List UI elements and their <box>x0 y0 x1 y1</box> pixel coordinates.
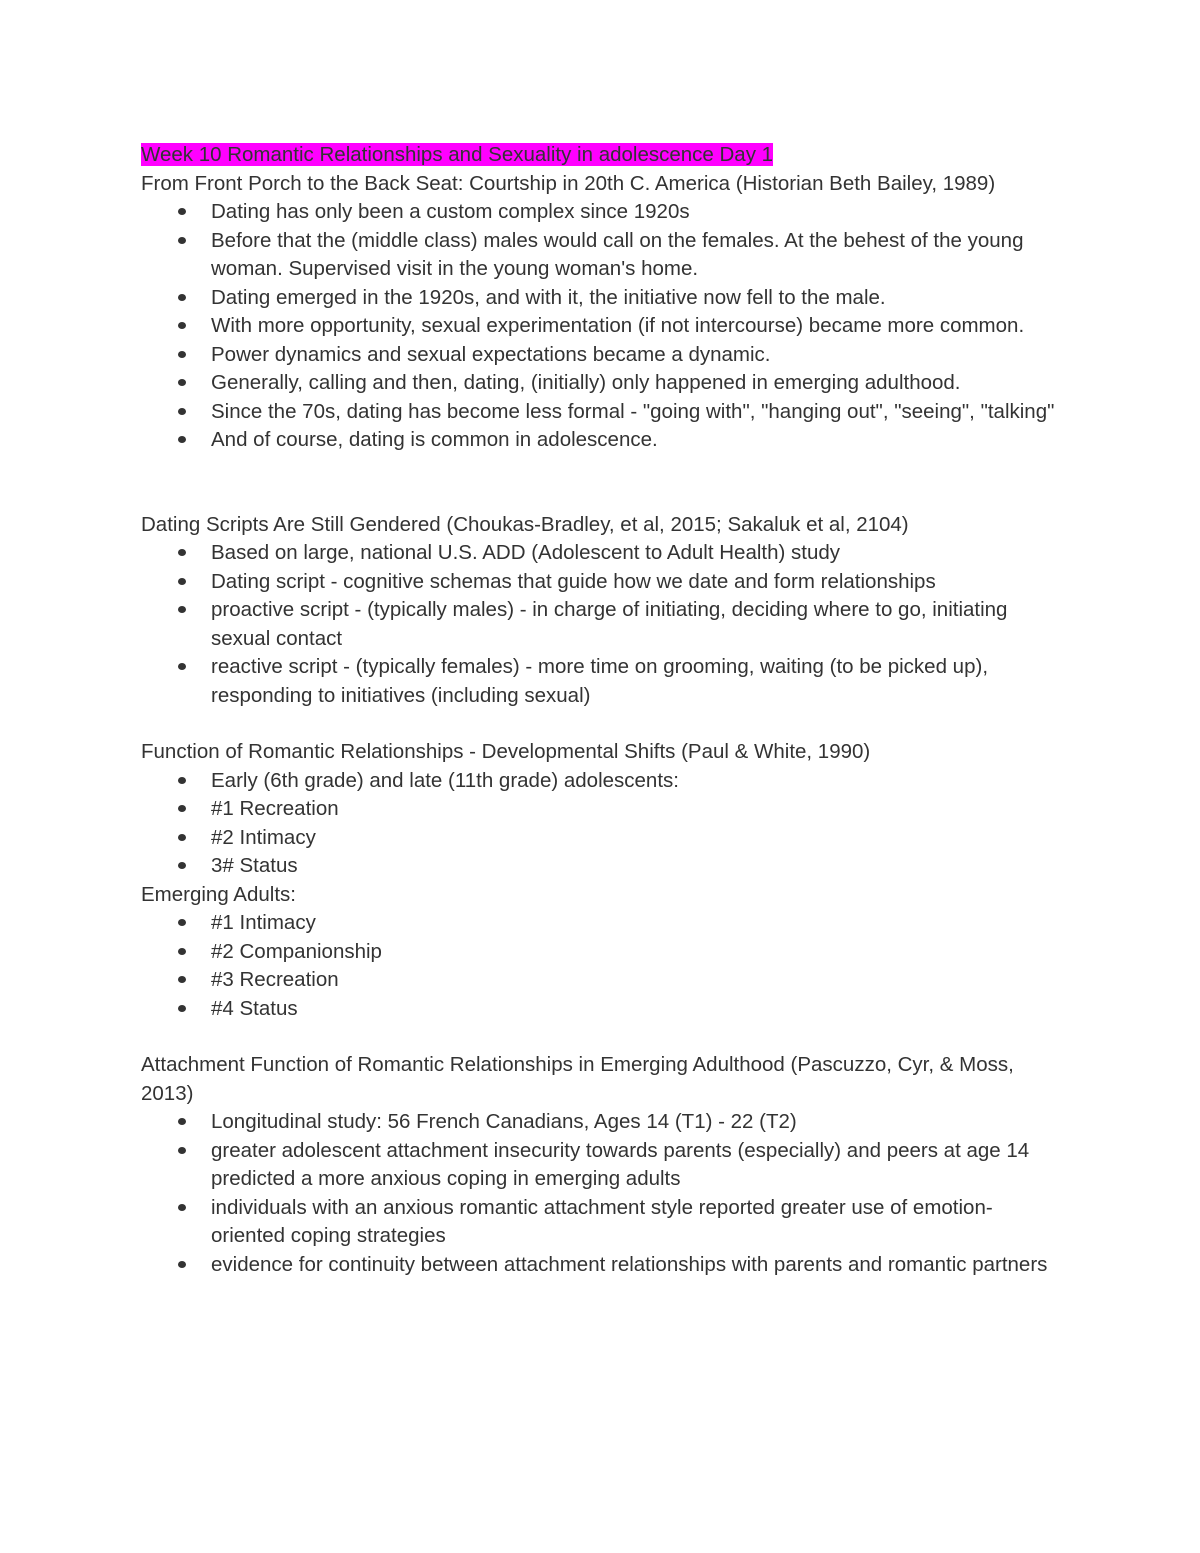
bullet-dot-icon <box>178 322 186 329</box>
bullet-dot-icon <box>178 834 186 841</box>
list-item: Since the 70s, dating has become less formal - "going with", "hanging out", "seeing", "talking" <box>211 398 1061 427</box>
list-item: Dating emerged in the 1920s, and with it, the initiative now fell to the male. <box>211 284 1061 313</box>
page-title-line <box>141 141 1061 170</box>
document-page <box>141 141 1061 1279</box>
bullet-dot-icon <box>178 948 186 955</box>
list-item: Power dynamics and sexual expectations became a dynamic. <box>211 341 1061 370</box>
spacer <box>141 1023 1061 1051</box>
bullet-dot-icon <box>178 351 186 358</box>
spacer <box>141 455 1061 511</box>
bullet-dot-icon <box>178 1147 186 1154</box>
section-heading-courtship: From Front Porch to the Back Seat: Courtship in 20th C. America (Historian Beth Bailey, 1989) <box>141 171 996 195</box>
list-item: evidence for continuity between attachment relationships with parents and romantic partners <box>211 1251 1061 1280</box>
bullet-dot-icon <box>178 436 186 443</box>
bullet-list-courtship <box>141 198 1061 455</box>
bullet-list-adolescents <box>141 767 1061 881</box>
list-item: #4 Status <box>211 995 1061 1024</box>
spacer <box>141 710 1061 738</box>
bullet-dot-icon <box>178 208 186 215</box>
bullet-dot-icon <box>178 1204 186 1211</box>
list-item: Based on large, national U.S. ADD (Adolescent to Adult Health) study <box>211 539 1061 568</box>
bullet-list-dating-scripts <box>141 539 1061 710</box>
bullet-dot-icon <box>178 379 186 386</box>
section-heading-functions: Function of Romantic Relationships - Developmental Shifts (Paul & White, 1990) <box>141 740 871 763</box>
list-item: #2 Companionship <box>211 938 1061 967</box>
list-item: 3# Status <box>211 852 1061 881</box>
list-item: Dating script - cognitive schemas that guide how we date and form relationships <box>211 568 1061 597</box>
bullet-list-emerging-adults <box>141 909 1061 1023</box>
list-item: reactive script - (typically females) - more time on grooming, waiting (to be picked up), responding to initiatives (including sexual) <box>211 653 1061 710</box>
bullet-dot-icon <box>178 663 186 670</box>
list-item: Before that the (middle class) males would call on the females. At the behest of the young woman. Supervised visit in the young woman's home. <box>211 227 1061 284</box>
list-item: #2 Intimacy <box>211 824 1061 853</box>
list-item: #1 Recreation <box>211 795 1061 824</box>
bullet-dot-icon <box>178 549 186 556</box>
section-heading-attachment: Attachment Function of Romantic Relationships in Emerging Adulthood (Pascuzzo, Cyr, & Moss, 2013) <box>141 1053 1020 1105</box>
list-item: proactive script - (typically males) - in charge of initiating, deciding where to go, initiating sexual contact <box>211 596 1061 653</box>
list-item: Dating has only been a custom complex since 1920s <box>211 198 1061 227</box>
list-item: #3 Recreation <box>211 966 1061 995</box>
bullet-dot-icon <box>178 578 186 585</box>
bullet-dot-icon <box>178 294 186 301</box>
list-item: greater adolescent attachment insecurity towards parents (especially) and peers at age 14 predicted a more anxious coping in emerging adults <box>211 1137 1061 1194</box>
list-item: Early (6th grade) and late (11th grade) adolescents: <box>211 767 1061 796</box>
bullet-dot-icon <box>178 976 186 983</box>
list-item: individuals with an anxious romantic attachment style reported greater use of emotion-oriented coping strategies <box>211 1194 1061 1251</box>
bullet-dot-icon <box>178 237 186 244</box>
bullet-dot-icon <box>178 408 186 415</box>
list-item: Generally, calling and then, dating, (initially) only happened in emerging adulthood. <box>211 369 1061 398</box>
bullet-dot-icon <box>178 805 186 812</box>
bullet-dot-icon <box>178 1005 186 1012</box>
section-heading-dating-scripts: Dating Scripts Are Still Gendered (Choukas-Bradley, et al, 2015; Sakaluk et al, 2104) <box>141 512 909 536</box>
page-title: Week 10 Romantic Relationships and Sexuality in adolescence Day 1 <box>141 143 774 166</box>
bullet-dot-icon <box>178 1261 186 1268</box>
bullet-dot-icon <box>178 606 186 613</box>
list-item: And of course, dating is common in adolescence. <box>211 426 1061 455</box>
bullet-dot-icon <box>178 862 186 869</box>
list-item: With more opportunity, sexual experimentation (if not intercourse) became more common. <box>211 312 1061 341</box>
bullet-dot-icon <box>178 1118 186 1125</box>
list-item: Longitudinal study: 56 French Canadians, Ages 14 (T1) - 22 (T2) <box>211 1108 1061 1137</box>
bullet-list-attachment <box>141 1108 1061 1279</box>
section-heading-emerging-adults: Emerging Adults: <box>141 882 296 906</box>
bullet-dot-icon <box>178 777 186 784</box>
bullet-dot-icon <box>178 919 186 926</box>
list-item: #1 Intimacy <box>211 909 1061 938</box>
